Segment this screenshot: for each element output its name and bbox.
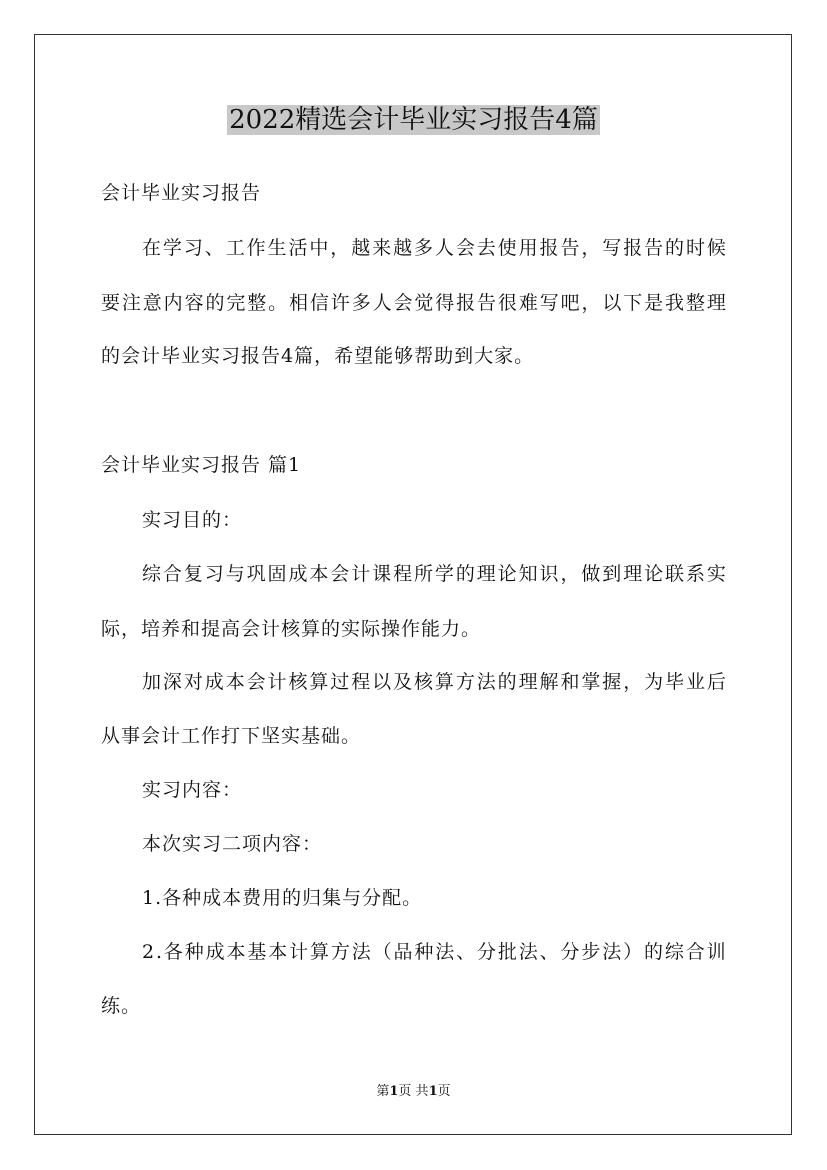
footer-page-mid: 页 共: [398, 1084, 429, 1099]
footer-page-suffix: 页: [437, 1084, 451, 1099]
paragraph-line: 从事会计工作打下坚实基础。: [101, 725, 362, 747]
list-item: 2 . 各 种 成 本 基 本 计 算 方 法 （ 品 种 法 、 分 批 法 、 分 步 法 ） 的 综 合 训: [142, 941, 726, 963]
page-footer: [0, 1083, 827, 1101]
paragraph-line: 本次实习二项内容：: [142, 833, 323, 855]
document-title-text: 2022精选会计毕业实习报告4篇: [229, 105, 598, 135]
paragraph-line: 的会计毕业实习报告4篇，希望能够帮助到大家。: [101, 345, 535, 367]
list-item: 1.各种成本费用的归集与分配。: [142, 887, 423, 909]
footer-page-prefix: 第: [376, 1084, 390, 1099]
subheading-content: 实习内容：: [142, 779, 243, 801]
footer-total-pages: 1: [428, 1084, 438, 1099]
subheading-purpose: 实习目的：: [142, 509, 243, 531]
document-title: [0, 100, 827, 140]
paragraph-line: 际，培养和提高会计核算的实际操作能力。: [101, 618, 482, 640]
footer-current-page: 1: [389, 1084, 399, 1099]
paragraph-line: 综 合 复 习 与 巩 固 成 本 会 计 课 程 所 学 的 理 论 知 识 ， 做 到 理 论 联 系 实: [142, 563, 726, 585]
section-heading: 会计毕业实习报告: [101, 182, 262, 204]
list-item-continuation: 练。: [101, 995, 142, 1017]
paragraph-line: 在 学 习 、 工 作 生 活 中 ， 越 来 越 多 人 会 去 使 用 报 告 ， 写 报 告 的 时 候: [142, 237, 726, 259]
paragraph-line: 要 注 意 内 容 的 完 整 。 相 信 许 多 人 会 觉 得 报 告 很 难 写 吧 ， 以 下 是 我 整 理: [101, 292, 726, 314]
paragraph-line: 加 深 对 成 本 会 计 核 算 过 程 以 及 核 算 方 法 的 理 解 和 掌 握 ， 为 毕 业 后: [142, 671, 726, 693]
section-heading: 会计毕业实习报告 篇1: [101, 454, 302, 476]
